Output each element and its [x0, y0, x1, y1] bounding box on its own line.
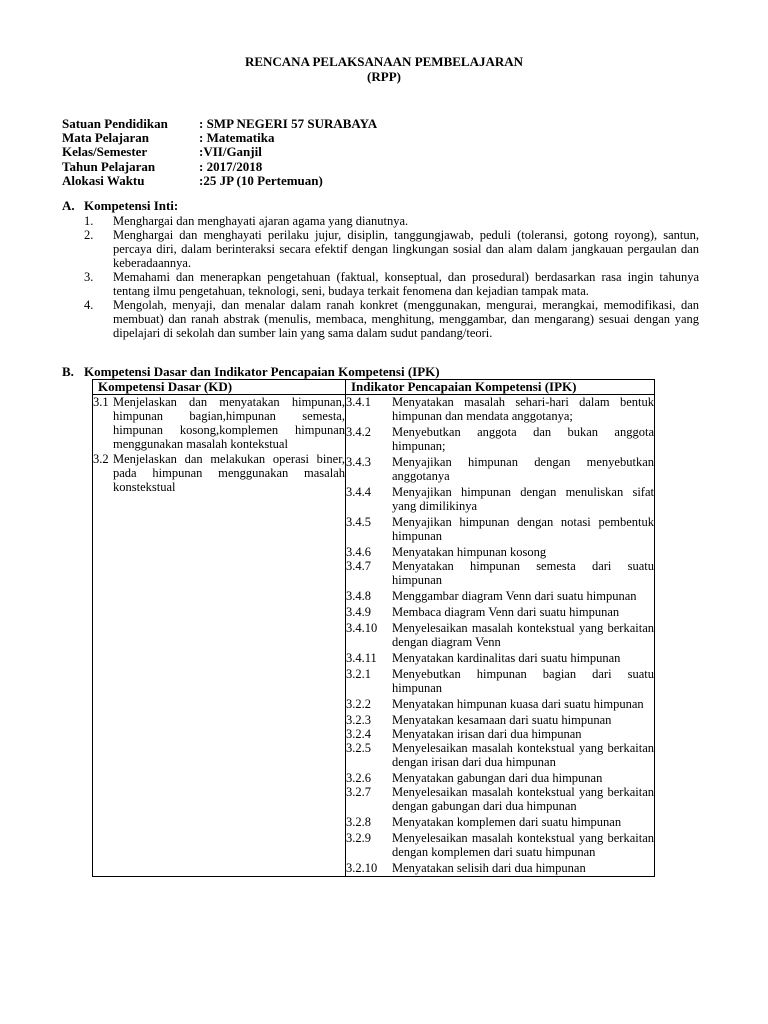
ipk-number: 3.2.10	[346, 861, 378, 875]
kd-cell	[93, 395, 346, 877]
ipk-cell	[346, 395, 655, 877]
ipk-number: 3.4.6	[346, 545, 371, 559]
ipk-item	[346, 605, 654, 619]
table-header-row	[93, 380, 655, 395]
kd-text: Menjelaskan dan menyatakan himpunan, himpunan bagian,himpunan semesta, himpunan kosong,komplemen himpunan menggunakan masalah kontekstual	[113, 395, 345, 451]
ipk-number: 3.4.2	[346, 425, 371, 439]
ipk-item	[346, 545, 654, 559]
ipk-item	[346, 741, 654, 769]
ipk-text: Menyatakan irisan dari dua himpunan	[392, 727, 582, 741]
ipk-number: 3.2.8	[346, 815, 371, 829]
ipk-number: 3.4.11	[346, 651, 377, 665]
kd-item	[93, 452, 345, 494]
identity-label: Satuan Pendidikan	[62, 116, 168, 131]
ipk-text: Menyajikan himpunan dengan menyebutkan anggotanya	[392, 455, 654, 483]
ipk-item	[346, 455, 654, 483]
identity-value: :VII/Ganjil	[199, 144, 262, 160]
ipk-number: 3.4.4	[346, 485, 371, 499]
identity-label: Tahun Pelajaran	[62, 158, 156, 174]
ipk-item	[346, 697, 654, 711]
identity-value: : 2017/2018	[199, 158, 263, 174]
list-number: 3.	[84, 270, 94, 284]
ipk-text: Membaca diagram Venn dari suatu himpunan	[392, 605, 620, 619]
ipk-text: Menyelesaikan masalah kontekstual yang berkaitan dengan komplemen dari suatu himpunan	[392, 831, 654, 859]
ipk-number: 3.2.3	[346, 713, 371, 727]
identity-value: : Matematika	[199, 130, 275, 146]
ipk-text: Menyebutkan anggota dan bukan anggota himpunan;	[392, 425, 654, 453]
ipk-number: 3.4.1	[346, 395, 371, 409]
list-number: 1.	[84, 214, 94, 228]
ipk-number: 3.4.7	[346, 559, 371, 573]
list-text: Menghargai dan menghayati perilaku jujur, disiplin, tanggungjawab, peduli (toleransi, gotong royong), santun, percaya diri, dalam berinteraksi secara efektif dengan lingkungan sosial dan alam dalam jangkauan pergaulan dan keberadaannya.	[113, 228, 699, 270]
ipk-text: Menyatakan kardinalitas dari suatu himpunan	[392, 651, 621, 665]
identity-label: Mata Pelajaran	[62, 130, 150, 146]
kd-item	[93, 395, 345, 451]
ipk-item	[346, 727, 654, 741]
ipk-item	[346, 559, 654, 587]
ipk-text: Menyatakan masalah sehari-hari dalam bentuk himpunan dan mendata anggotanya;	[392, 395, 654, 423]
ipk-number: 3.2.4	[346, 727, 371, 741]
ipk-text: Menggambar diagram Venn dari suatu himpunan	[392, 589, 637, 603]
list-text: Memahami dan menerapkan pengetahuan (faktual, konseptual, dan prosedural) berdasarkan rasa ingin tahunya tentang ilmu pengetahuan, teknologi, seni, budaya terkait fenomena dan kejadian tampak mata.	[113, 270, 699, 298]
kd-ipk-table	[92, 379, 655, 877]
ipk-item	[346, 713, 654, 727]
kd-number: 3.2	[93, 452, 109, 466]
ipk-item	[346, 425, 654, 453]
ipk-item	[346, 771, 654, 785]
list-item	[84, 228, 699, 270]
ipk-number: 3.4.9	[346, 605, 371, 619]
list-number: 4.	[84, 298, 94, 312]
kd-number: 3.1	[93, 395, 109, 409]
ipk-text: Menyatakan selisih dari dua himpunan	[392, 861, 586, 875]
ipk-item	[346, 485, 654, 513]
identity-value: : SMP NEGERI 57 SURABAYA	[199, 116, 378, 131]
ipk-item	[346, 395, 654, 423]
ipk-number: 3.4.10	[346, 621, 378, 635]
document-title: RENCANA PELAKSANAAN PEMBELAJARAN	[244, 54, 524, 69]
ipk-item	[346, 621, 654, 649]
kompetensi-inti-list	[84, 214, 699, 340]
list-text: Menghargai dan menghayati ajaran agama yang dianutnya.	[113, 214, 409, 228]
ipk-number: 3.2.1	[346, 667, 371, 681]
ipk-item	[346, 515, 654, 543]
section-letter: B.	[62, 364, 74, 379]
ipk-text: Menyatakan himpunan kosong	[392, 545, 547, 559]
ipk-text: Menyelesaikan masalah kontekstual yang berkaitan dengan diagram Venn	[392, 621, 654, 649]
ipk-number: 3.2.7	[346, 785, 371, 799]
ipk-text: Menyatakan kesamaan dari suatu himpunan	[392, 713, 612, 727]
ipk-item	[346, 861, 654, 875]
ipk-text: Menyatakan himpunan semesta dari suatu himpunan	[392, 559, 654, 587]
list-number: 2.	[84, 228, 94, 242]
list-text: Mengolah, menyaji, dan menalar dalam ranah konkret (menggunakan, mengurai, merangkai, memodifikasi, dan membuat) dan ranah abstrak (menulis, membaca, menghitung, menggambar, dan mengarang) sesuai dengan yang dipelajari di sekolah dan sumber lain yang sama dalam sudut pandang/teori.	[113, 298, 699, 340]
ipk-item	[346, 651, 654, 665]
ipk-number: 3.2.2	[346, 697, 371, 711]
ipk-item	[346, 815, 654, 829]
ipk-text: Menyajikan himpunan dengan menuliskan sifat yang dimilikinya	[392, 485, 654, 513]
identity-label: Kelas/Semester	[62, 144, 148, 160]
ipk-text: Menyatakan himpunan kuasa dari suatu himpunan	[392, 697, 644, 711]
ipk-item	[346, 589, 654, 603]
ipk-number: 3.4.3	[346, 455, 371, 469]
identity-value: :25 JP (10 Pertemuan)	[199, 172, 323, 188]
ipk-number: 3.2.5	[346, 741, 371, 755]
ipk-number: 3.2.6	[346, 771, 371, 785]
ipk-text: Menyatakan komplemen dari suatu himpunan	[392, 815, 622, 829]
document-subtitle: (RPP)	[367, 69, 401, 84]
column-header-ipk: Indikator Pencapaian Kompetensi (IPK)	[346, 380, 655, 395]
section-title: Kompetensi Dasar dan Indikator Pencapaian Kompetensi (IPK)	[84, 364, 440, 379]
list-item	[84, 270, 699, 298]
table-row	[93, 395, 655, 877]
section-letter: A.	[62, 198, 75, 213]
list-item	[84, 298, 699, 340]
list-item	[84, 214, 699, 228]
ipk-text: Menyajikan himpunan dengan notasi pembentuk himpunan	[392, 515, 654, 543]
column-header-kd: Kompetensi Dasar (KD)	[93, 380, 346, 395]
ipk-item	[346, 667, 654, 695]
ipk-item	[346, 831, 654, 859]
identity-label: Alokasi Waktu	[62, 172, 145, 188]
ipk-item	[346, 785, 654, 813]
kd-text: Menjelaskan dan melakukan operasi biner, pada himpunan menggunakan masalah konstekstual	[113, 452, 345, 494]
ipk-number: 3.4.8	[346, 589, 371, 603]
ipk-number: 3.4.5	[346, 515, 371, 529]
ipk-text: Menyelesaikan masalah kontekstual yang berkaitan dengan irisan dari dua himpunan	[392, 741, 654, 769]
section-title: Kompetensi Inti:	[84, 198, 179, 213]
ipk-number: 3.2.9	[346, 831, 371, 845]
ipk-text: Menyelesaikan masalah kontekstual yang berkaitan dengan gabungan dari dua himpunan	[392, 785, 654, 813]
ipk-text: Menyebutkan himpunan bagian dari suatu himpunan	[392, 667, 654, 695]
ipk-text: Menyatakan gabungan dari dua himpunan	[392, 771, 603, 785]
